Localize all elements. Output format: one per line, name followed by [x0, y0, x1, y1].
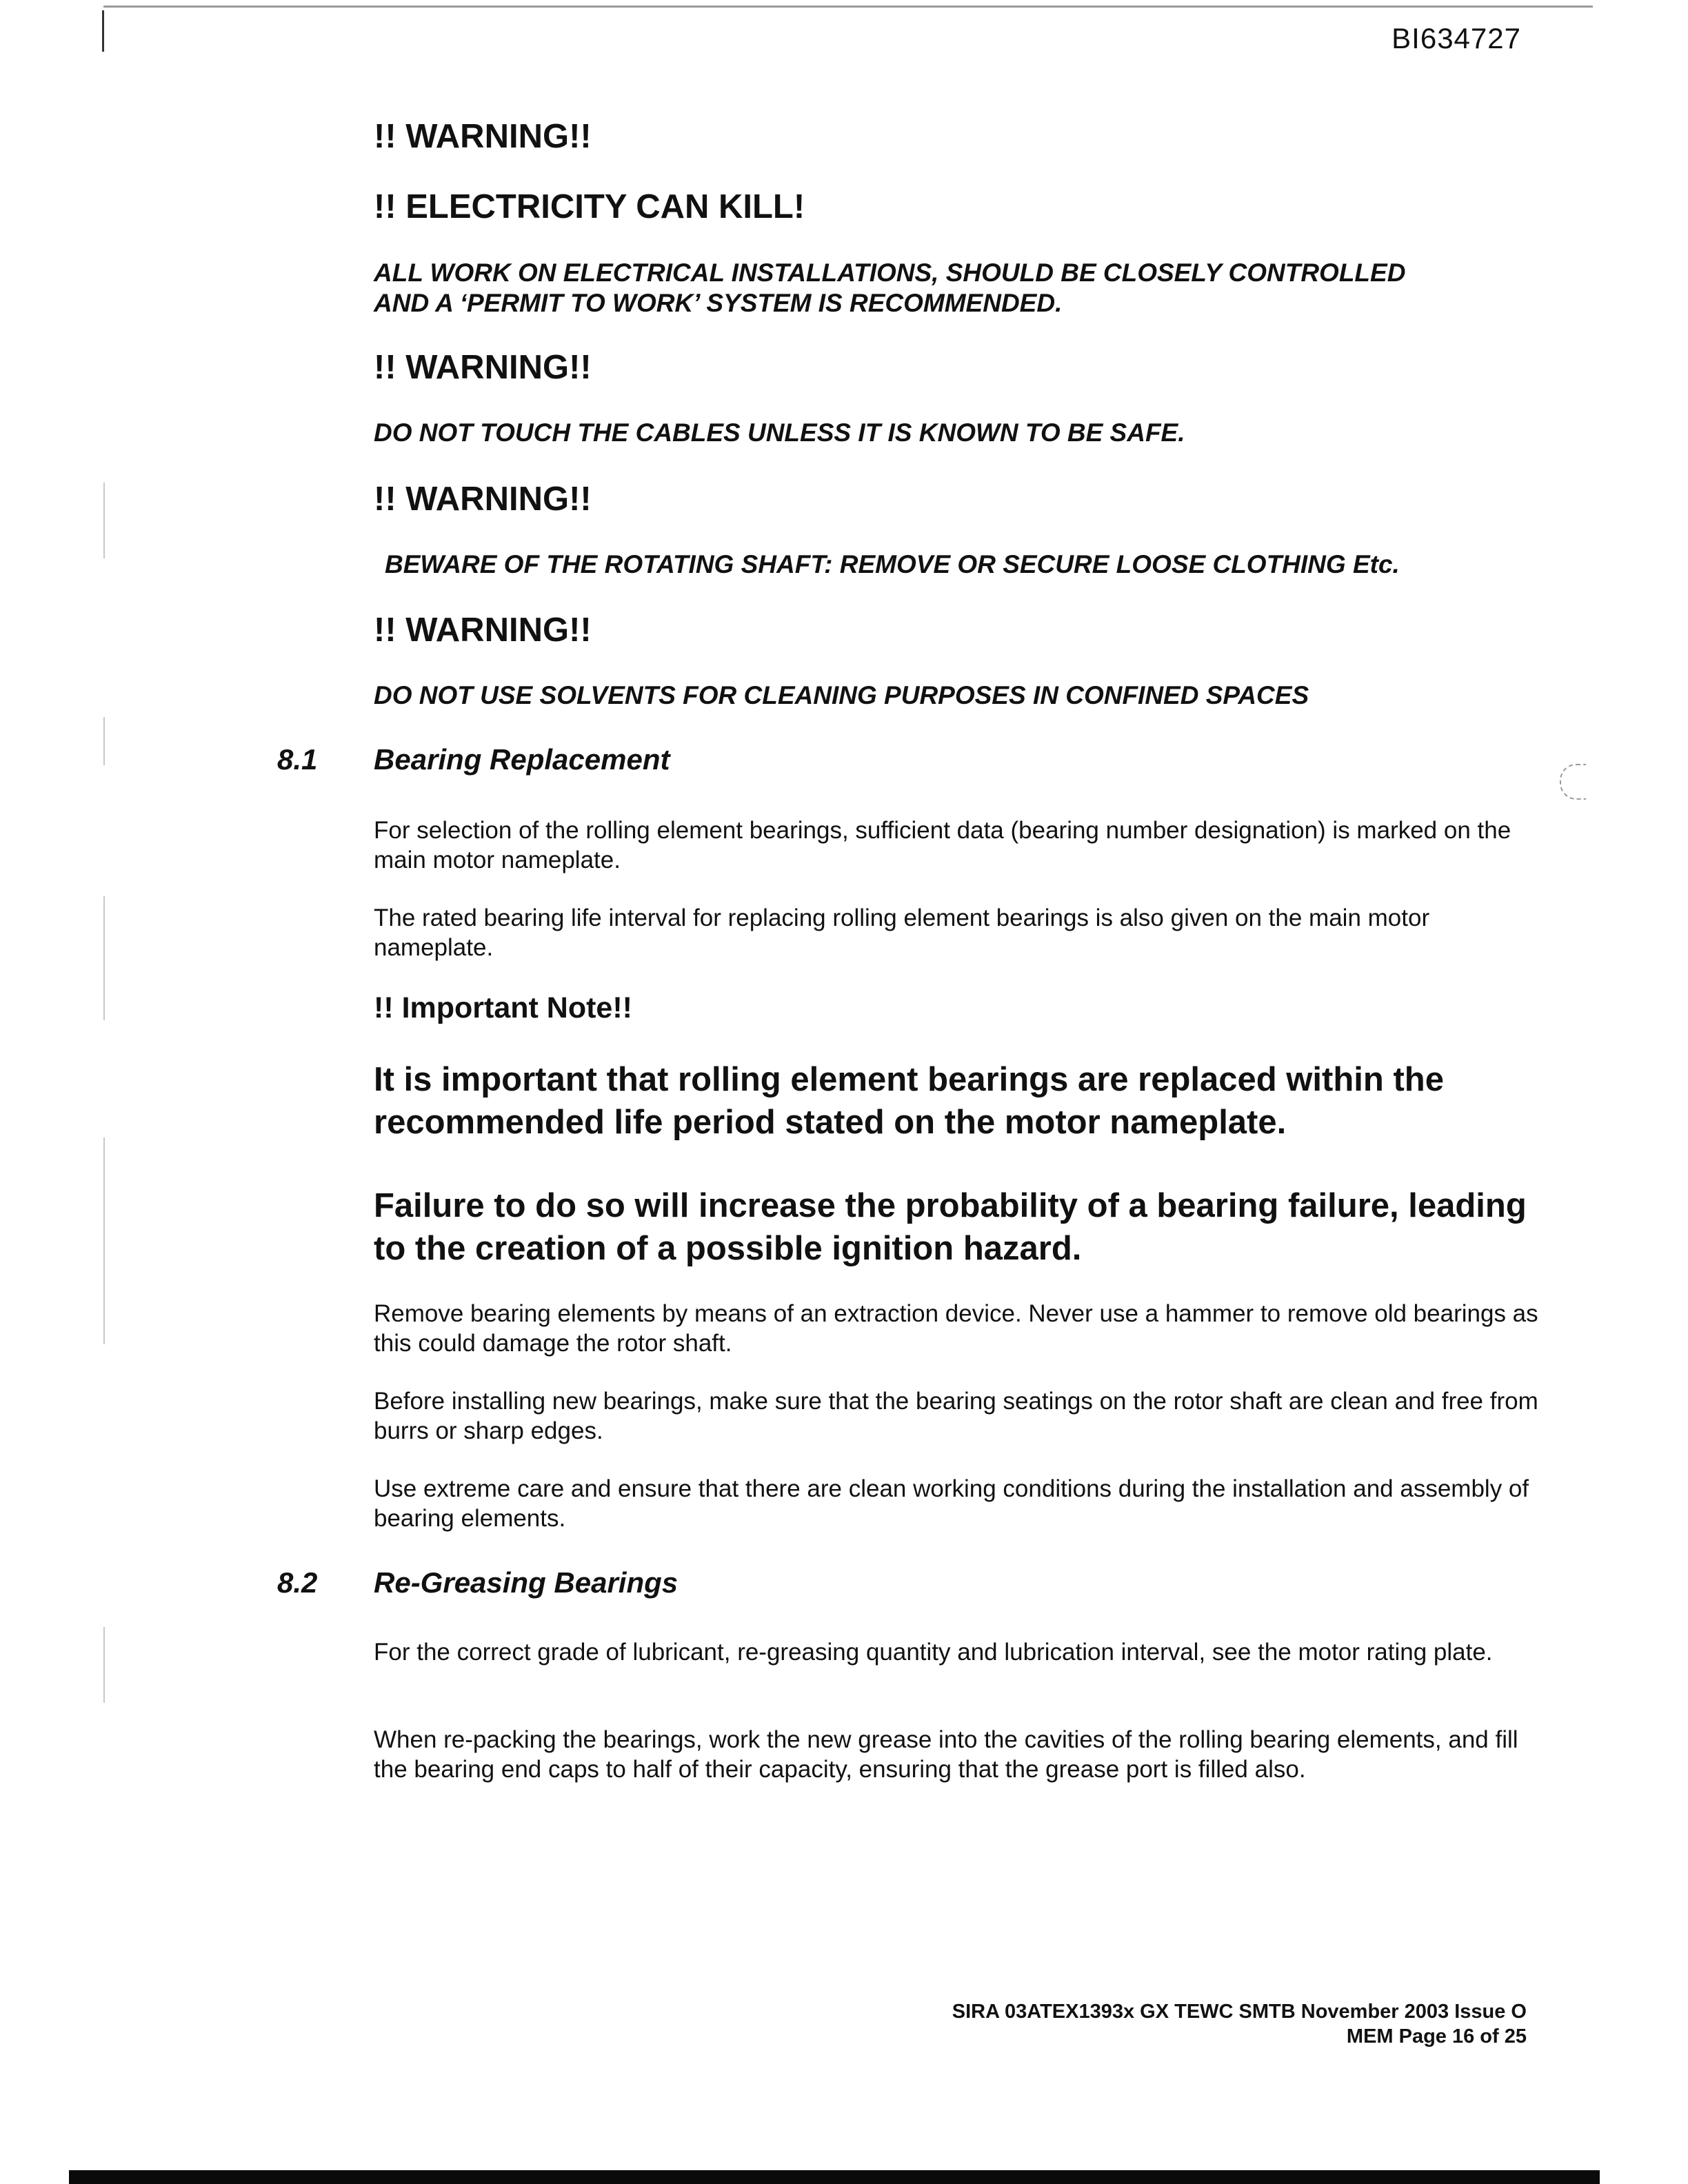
scan-margin-mark [103, 717, 105, 765]
important-statement: Failure to do so will increase the probability of a bearing failure, leading to the creation of a possible ignition hazard. [374, 1187, 1527, 1267]
section-title: Re-Greasing Bearings [374, 1566, 679, 1599]
scan-margin-mark [103, 1138, 105, 1344]
scan-margin-mark [103, 1627, 105, 1703]
paragraph: When re-packing the bearings, work the new grease into the cavities of the rolling bearing elements, and fill the bearing end caps to half of their capacity, ensuring that the grease port is filled also. [374, 1726, 1518, 1783]
section-title: Bearing Replacement [374, 743, 670, 776]
paragraph: Before installing new bearings, make sure that the bearing seatings on the rotor shaft are clean and free from burrs or sharp edges. [374, 1388, 1538, 1444]
page-footer [952, 1999, 1527, 2049]
warning-text: DO NOT TOUCH THE CABLES UNLESS IT IS KNOWN TO BE SAFE. [374, 418, 1185, 447]
scan-margin-mark [103, 483, 105, 558]
warning-heading: !! WARNING!! [374, 118, 592, 155]
section-number: 8.1 [277, 743, 318, 776]
warning-heading: !! ELECTRICITY CAN KILL! [374, 188, 805, 225]
scan-top-rule [103, 6, 1593, 8]
footer-certificate: SIRA 03ATEX1393x GX TEWC SMTB November 2003 Issue O [952, 2001, 1527, 2023]
warning-text: DO NOT USE SOLVENTS FOR CLEANING PURPOSES IN CONFINED SPACES [374, 681, 1309, 709]
paragraph: For the correct grade of lubricant, re-greasing quantity and lubrication interval, see the motor rating plate. [374, 1639, 1493, 1666]
warning-heading: !! WARNING!! [374, 611, 592, 649]
scan-bottom-bar [69, 2170, 1600, 2184]
warning-text: BEWARE OF THE ROTATING SHAFT: REMOVE OR SECURE LOOSE CLOTHING Etc. [385, 550, 1400, 578]
scan-margin-mark [103, 896, 105, 1020]
scan-left-rule [102, 10, 104, 52]
footer-page-number: MEM Page 16 of 25 [1346, 2025, 1527, 2048]
section-number: 8.2 [277, 1566, 318, 1599]
scan-hole-mark [1560, 764, 1586, 800]
warning-heading: !! WARNING!! [374, 349, 592, 386]
paragraph: For selection of the rolling element bearings, sufficient data (bearing number designation) is marked on the main motor nameplate. [374, 817, 1511, 873]
document-id: BI634727 [1391, 22, 1521, 54]
important-statement: It is important that rolling element bearings are replaced within the recommended life period stated on the motor nameplate. [374, 1061, 1444, 1141]
warning-text: ALL WORK ON ELECTRICAL INSTALLATIONS, SHOULD BE CLOSELY CONTROLLED AND A ‘PERMIT TO WORK’ SYSTEM IS RECOMMENDED. [374, 259, 1406, 317]
important-note-heading: !! Important Note!! [374, 991, 632, 1024]
paragraph: The rated bearing life interval for replacing rolling element bearings is also given on the main motor nameplate. [374, 904, 1430, 961]
warning-heading: !! WARNING!! [374, 481, 592, 518]
paragraph: Remove bearing elements by means of an extraction device. Never use a hammer to remove old bearings as this could damage the rotor shaft. [374, 1300, 1538, 1357]
paragraph: Use extreme care and ensure that there are clean working conditions during the installation and assembly of bearing elements. [374, 1475, 1529, 1532]
